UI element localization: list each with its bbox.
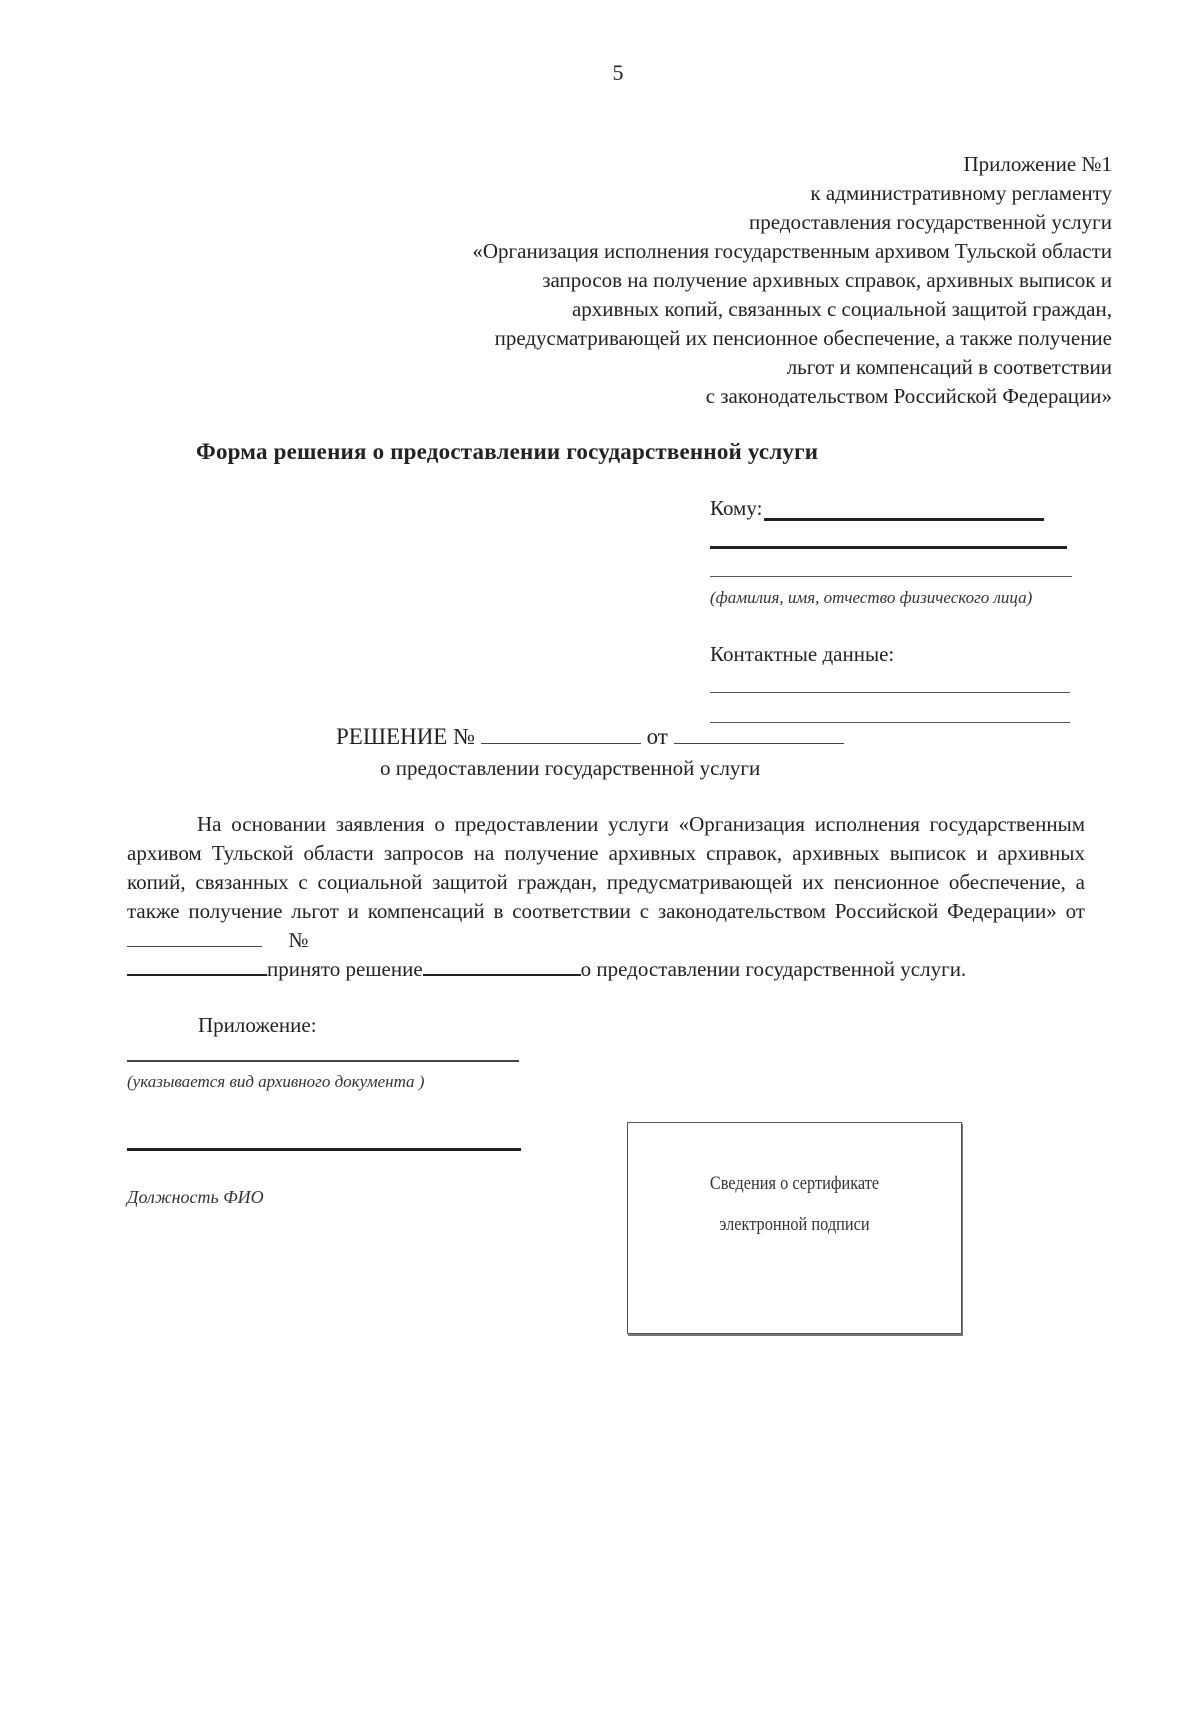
appendix-label: Приложение: [198, 1013, 317, 1037]
decision-number-blank [481, 725, 641, 744]
certificate-text [651, 1163, 937, 1245]
recipient-name-line [764, 496, 1044, 521]
page-number: 5 [612, 60, 624, 85]
body-text-part2: принято решение [267, 957, 423, 981]
contacts-label: Контактные данные: [710, 642, 895, 666]
annex-line: к административному регламенту [810, 181, 1112, 205]
certificate-line-1: Сведения о сертификате [709, 1173, 880, 1194]
to-label: Кому: [710, 496, 763, 520]
annex-line: предусматривающей их пенсионное обеспечение, а также получение [494, 326, 1112, 350]
contacts-line-2 [710, 722, 1070, 723]
appendix-note: (указывается вид архивного документа ) [127, 1072, 425, 1091]
annex-line: с законодательством Российской Федерации» [705, 384, 1112, 408]
decision-date-label: от [646, 724, 668, 749]
decision-title [336, 724, 844, 750]
recipient-name-line-2 [710, 546, 1067, 549]
annex-header [472, 150, 1112, 411]
recipient-block [710, 496, 1075, 666]
decision-subtitle: о предоставлении государственной услуги [380, 756, 761, 780]
annex-line: запросов на получение архивных справок, архивных выписок и [542, 268, 1112, 292]
signature-certificate-box [627, 1122, 962, 1334]
annex-line: Приложение №1 [963, 152, 1112, 176]
signature-line [127, 1148, 521, 1151]
body-text-part1: На основании заявления о предоставлении услуги «Организация исполнения государственным архивом Тульской области запросов на получение архивных справок, архивных выписок и архивных копий, связанных с социальной защитой граждан, предусматривающей их пенсионное обеспечение, а также получение льгот и компенсаций в соответствии с законодательством Российской Федерации» от [127, 812, 1085, 923]
recipient-name-line-3 [710, 576, 1072, 577]
application-date-blank [127, 928, 262, 947]
application-number-blank [127, 956, 267, 976]
position-label: Должность ФИО [127, 1187, 264, 1207]
annex-line: предоставления государственной услуги [749, 210, 1112, 234]
annex-line: «Организация исполнения государственным архивом Тульской области [472, 239, 1112, 263]
decision-body [127, 810, 1085, 984]
form-title: Форма решения о предоставлении государственной услуги [196, 439, 819, 464]
number-sign: № [288, 928, 309, 952]
annex-line: архивных копий, связанных с социальной защитой граждан, [571, 297, 1112, 321]
annex-line: льгот и компенсаций в соответствии [786, 355, 1112, 379]
decision-number-label: РЕШЕНИЕ № [336, 724, 476, 749]
decision-date-blank [674, 725, 844, 744]
appendix-line [127, 1060, 519, 1062]
recipient-note: (фамилия, имя, отчество физического лица) [710, 588, 1033, 607]
decision-type-blank [423, 956, 581, 976]
certificate-line-2: электронной подписи [719, 1214, 870, 1235]
body-text-part3: о предоставлении государственной услуги. [580, 957, 967, 981]
recipient-row [710, 496, 1075, 521]
contacts-line-1 [710, 692, 1070, 693]
